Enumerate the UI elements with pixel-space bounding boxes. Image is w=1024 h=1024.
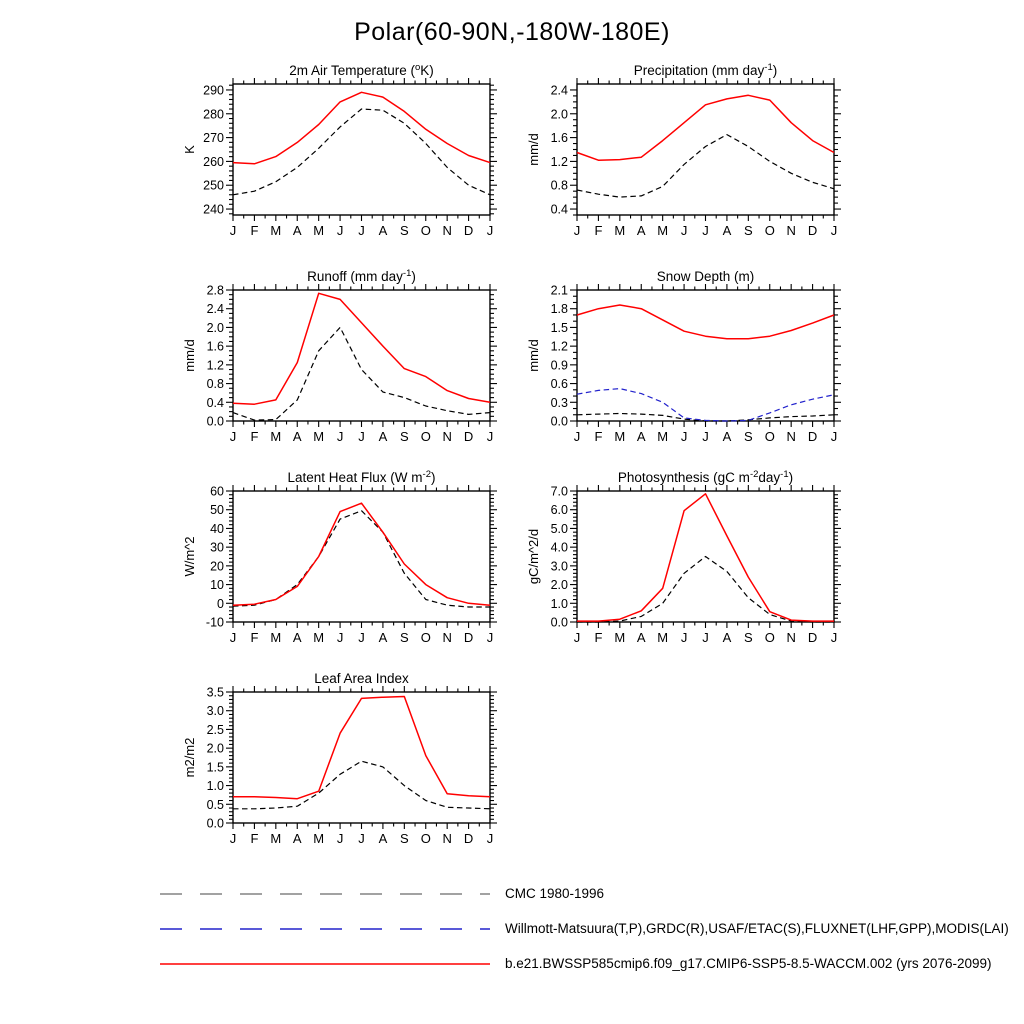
x-tick-label: M [313,223,325,238]
x-tick-label: J [573,223,581,238]
dashed-line-sample-icon [160,924,490,934]
series-line-obs [233,511,490,607]
x-tick-label: M [313,630,325,645]
x-tick-label: N [786,429,796,444]
y-tick-label: 3.0 [550,559,568,574]
y-tick-label: 6.0 [550,503,568,518]
y-tick-label: 290 [203,83,224,98]
series-line-model [233,697,490,799]
x-tick-label: J [358,630,365,645]
y-tick-label: 3.5 [206,685,224,700]
y-tick-label: 1.6 [550,131,568,146]
x-tick-label: J [702,223,709,238]
y-tick-label: 250 [203,178,224,193]
x-tick-label: A [636,630,646,645]
y-tick-label: 2.5 [206,722,224,737]
x-tick-label: M [657,429,669,444]
chart-canvas [180,467,524,663]
y-tick-label: 1.5 [206,760,224,775]
x-tick-label: M [313,831,325,846]
series-line-obs [233,109,490,195]
x-tick-label: M [657,630,669,645]
chart-canvas [180,668,524,864]
y-tick-label: 0.5 [206,797,224,812]
x-tick-label: J [680,223,688,238]
x-tick-label: J [486,429,494,444]
chart-title: Latent Heat Flux (W $m^{-2}$) [287,469,436,485]
chart-canvas [524,266,868,462]
x-tick-label: D [807,223,818,238]
y-tick-label: 0.4 [550,202,568,217]
x-tick-label: O [764,223,775,238]
x-tick-label: A [378,831,388,846]
x-tick-label: J [680,429,688,444]
y-tick-label: 260 [203,154,224,169]
x-tick-label: S [743,223,753,238]
x-tick-label: A [636,429,646,444]
x-tick-label: J [336,630,344,645]
y-tick-label: 1.2 [550,339,568,354]
chart-precipitation [524,60,868,256]
x-tick-label: O [764,630,775,645]
chart-title: Photosynthesis (gC $m^{-2}day^{-1}$) [617,469,794,485]
x-tick-label: M [657,223,669,238]
x-tick-label: F [594,630,603,645]
series-line-model [233,92,490,164]
x-tick-label: A [722,630,732,645]
series-line-model [577,305,834,339]
x-tick-label: S [399,429,409,444]
x-tick-label: O [764,429,775,444]
chart-leaf-area-index [180,668,524,864]
y-tick-label: 2.1 [550,283,568,298]
x-tick-label: J [336,831,344,846]
chart-2m-air-temperature [180,60,524,256]
y-tick-label: 1.2 [206,358,224,373]
y-tick-label: 280 [203,107,224,122]
y-tick-label: 50 [210,503,224,518]
x-tick-label: D [463,831,474,846]
chart-canvas [524,467,868,663]
x-tick-label: D [807,429,818,444]
x-tick-label: A [292,630,302,645]
x-tick-label: S [399,630,409,645]
x-tick-label: D [463,429,474,444]
y-axis-label: mm/d [526,339,541,372]
y-tick-label: 2.4 [206,302,224,317]
y-tick-label: 1.6 [206,339,224,354]
x-tick-label: J [336,429,344,444]
x-tick-label: A [378,630,388,645]
x-tick-label: D [463,223,474,238]
x-tick-label: J [486,223,494,238]
x-tick-label: J [358,223,365,238]
y-tick-label: 1.5 [550,320,568,335]
series-line-model [577,95,834,160]
x-tick-label: S [743,429,753,444]
y-tick-label: 240 [203,202,224,217]
x-tick-label: F [250,630,259,645]
y-tick-label: 3.0 [206,704,224,719]
legend-row-cmc [160,876,1009,911]
y-tick-label: 0 [217,596,224,611]
y-tick-label: 1.0 [550,596,568,611]
y-tick-label: 1.8 [550,302,568,317]
y-tick-label: 4.0 [550,540,568,555]
x-tick-label: M [313,429,325,444]
x-tick-label: F [594,429,603,444]
x-tick-label: J [680,630,688,645]
x-tick-label: J [229,429,237,444]
chart-title: 2m Air Temperature ($^o$K) [289,62,434,78]
x-tick-label: A [636,223,646,238]
y-axis-label: m2/m2 [182,737,197,778]
x-tick-label: N [442,831,452,846]
x-tick-label: J [336,223,344,238]
y-tick-label: 0.8 [550,178,568,193]
x-tick-label: J [358,429,365,444]
x-tick-label: A [292,831,302,846]
y-tick-label: 0.8 [206,377,224,392]
x-tick-label: M [270,429,282,444]
x-tick-label: M [614,429,626,444]
y-tick-label: 2.0 [206,320,224,335]
x-tick-label: F [250,429,259,444]
x-tick-label: M [614,223,626,238]
legend [160,876,1009,981]
series-line-model [577,494,834,621]
x-tick-label: N [442,223,452,238]
x-tick-label: S [399,223,409,238]
page-title: Polar(60-90N,-180W-180E) [354,18,670,46]
y-tick-label: 1.0 [206,779,224,794]
chart-title: Leaf Area Index [314,671,409,686]
y-tick-label: 0.0 [550,615,568,630]
y-tick-label: 0.9 [550,358,568,373]
legend-label: CMC 1980-1996 [505,886,605,901]
x-tick-label: M [270,223,282,238]
x-tick-label: F [250,831,259,846]
y-tick-label: 2.0 [550,107,568,122]
x-tick-label: N [442,429,452,444]
series-line-obs [233,327,490,420]
legend-row-model [160,946,1009,981]
y-tick-label: 0.0 [206,816,224,831]
x-tick-label: F [250,223,259,238]
axis-frame [233,84,490,215]
y-tick-label: 0.0 [206,414,224,429]
y-axis-label: mm/d [526,133,541,166]
y-axis-label: K [182,145,197,154]
chart-title: Precipitation (mm day$^{-1}$) [633,62,778,78]
x-tick-label: N [786,630,796,645]
y-tick-label: 0.6 [550,377,568,392]
chart-canvas [180,60,524,256]
y-tick-label: 20 [210,559,224,574]
y-tick-label: -10 [205,615,224,630]
axis-frame [577,84,834,215]
x-tick-label: M [270,831,282,846]
chart-snow-depth [524,266,868,462]
x-tick-label: J [229,831,237,846]
x-tick-label: J [486,630,494,645]
chart-photosynthesis [524,467,868,663]
x-tick-label: N [442,630,452,645]
x-tick-label: J [702,429,709,444]
x-tick-label: J [229,223,237,238]
x-tick-label: S [399,831,409,846]
y-axis-label: gC/m^2/d [526,528,541,585]
y-tick-label: 60 [210,484,224,499]
x-tick-label: S [743,630,753,645]
x-tick-label: A [292,223,302,238]
x-tick-label: O [420,630,431,645]
x-tick-label: J [573,630,581,645]
y-tick-label: 40 [210,521,224,536]
x-tick-label: J [486,831,494,846]
legend-label: b.e21.BWSSP585cmip6.f09_g17.CMIP6-SSP5-8.5-WACCM.002 (yrs 2076-2099) [505,956,992,971]
y-tick-label: 2.0 [550,578,568,593]
series-line-obs [233,761,490,809]
series-line-model [233,503,490,605]
y-tick-label: 1.2 [550,154,568,169]
y-axis-label: mm/d [182,339,197,372]
x-tick-label: J [573,429,581,444]
legend-label: Willmott-Matsuura(T,P),GRDC(R),USAF/ETAC(S),FLUXNET(LHF,GPP),MODIS(LAI) [505,921,1009,936]
y-tick-label: 0.3 [550,395,568,410]
chart-canvas [524,60,868,256]
x-tick-label: A [722,223,732,238]
chart-title: Runoff (mm day$^{-1}$) [307,268,416,284]
chart-latent-heat-flux [180,467,524,663]
x-tick-label: F [594,223,603,238]
x-tick-label: J [229,630,237,645]
x-tick-label: J [830,429,838,444]
x-tick-label: N [786,223,796,238]
y-tick-label: 2.4 [550,83,568,98]
y-tick-label: 2.0 [206,741,224,756]
x-tick-label: A [722,429,732,444]
x-tick-label: O [420,831,431,846]
x-tick-label: O [420,223,431,238]
legend-row-obs-products [160,911,1009,946]
y-tick-label: 7.0 [550,484,568,499]
x-tick-label: A [378,429,388,444]
x-tick-label: J [702,630,709,645]
x-tick-label: J [830,630,838,645]
axis-frame [577,290,834,421]
x-tick-label: D [463,630,474,645]
x-tick-label: O [420,429,431,444]
x-tick-label: A [378,223,388,238]
x-tick-label: A [292,429,302,444]
y-tick-label: 5.0 [550,521,568,536]
x-tick-label: M [614,630,626,645]
solid-line-sample-icon [160,959,490,969]
x-tick-label: J [358,831,365,846]
y-tick-label: 2.8 [206,283,224,298]
series-line-obs [577,557,834,623]
x-tick-label: J [830,223,838,238]
x-tick-label: D [807,630,818,645]
y-tick-label: 270 [203,131,224,146]
y-tick-label: 0.0 [550,414,568,429]
y-tick-label: 0.4 [206,395,224,410]
y-tick-label: 10 [210,578,224,593]
series-line-model [233,293,490,404]
y-axis-label: W/m^2 [182,536,197,577]
chart-title: Snow Depth (m) [656,269,755,284]
y-tick-label: 30 [210,540,224,555]
x-tick-label: M [270,630,282,645]
chart-canvas [180,266,524,462]
series-line-obs [577,135,834,198]
axis-frame [233,692,490,823]
dashed-line-sample-icon [160,889,490,899]
chart-runoff [180,266,524,462]
